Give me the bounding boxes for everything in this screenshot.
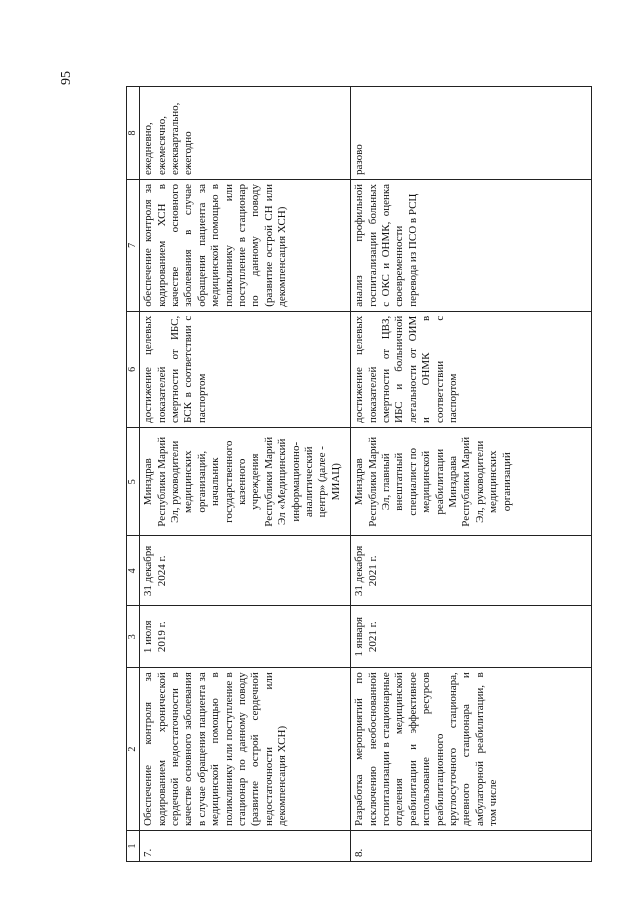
measure-name: Разработка мероприятий по исключению необоснованной госпитализации в стационарные отделения медицинской реабилитации и эффективное использование ресурсов реабилитационного круглосуточного стационара, дневного стационара и амбулаторной реабилитации, в том числе [351,668,592,831]
rotated-page-content [126,86,582,862]
frequency: разово [351,87,592,180]
col-header-8: 8 [127,87,140,180]
start-date: 1 июля 2019 г. [140,606,351,668]
col-header-1: 1 [127,831,140,862]
frequency: ежедневно, ежемесячно, ежеквартально, ежегодно [140,87,351,180]
responsible: Минздрав Республики Марий Эл, главный внештатный специалист по медицинской реабилитации Минздрава Республики Марий Эл, руководители медицинских организаций [351,428,592,537]
table-row [140,87,351,862]
col-header-3: 3 [127,606,140,668]
col-header-2: 2 [127,668,140,831]
target-indicator: достижение целевых показателей смертности от ИБС, БСК в соответствии с паспортом [140,311,351,427]
col-header-7: 7 [127,180,140,312]
col-header-6: 6 [127,311,140,427]
end-date: 31 декабря 2024 г. [140,536,351,606]
row-number: 7. [140,831,351,862]
responsible: Минздрав Республики Марий Эл, руководители медицинских организаций, начальник государственного казенного учреждения Республики Марий Эл «Медицинский информационно-аналитический центр» (далее - МИАЦ) [140,428,351,537]
row-number: 8. [351,831,592,862]
target-indicator: достижение целевых показателей смертности от ЦВЗ, ИБС и больничной летальности от ОИМ и ОНМК в соответствии с паспортом [351,311,592,427]
action-plan-table [126,86,592,862]
table-row [351,87,592,862]
column-number-header [127,87,140,862]
expected-result: обеспечение контроля за кодированием ХСН в качестве основного заболевания в случае обращения пациента за медицинской помощью в поликлинику или поступление в стационар по данному поводу (развитие острой СН или декомпенсация ХСН) [140,180,351,312]
page-number: 95 [59,71,74,85]
start-date: 1 января 2021 г. [351,606,592,668]
end-date: 31 декабря 2021 г. [351,536,592,606]
measure-name: Обеспечение контроля за кодированием хронической сердечной недостаточности в качестве основного заболевания в случае обращения пациента за медицинской помощью в поликлинику или поступление в стационар по данному поводу (развитие острой сердечной недостаточности или декомпенсация ХСН) [140,668,351,831]
col-header-4: 4 [127,536,140,606]
col-header-5: 5 [127,428,140,537]
expected-result: анализ профильной госпитализации больных с ОКС и ОНМК, оценка своевременности перевода из ПСО в РСЦ [351,180,592,312]
